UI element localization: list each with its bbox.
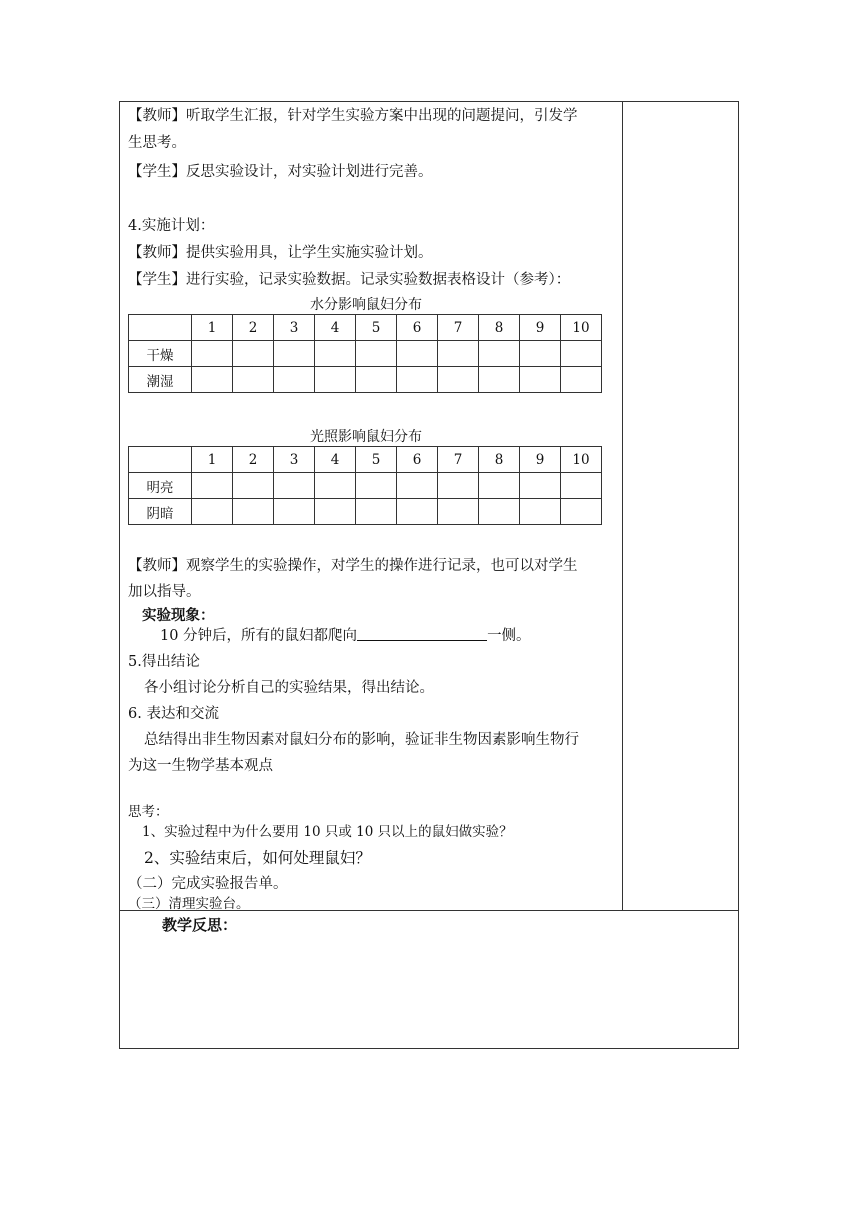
empty-cell — [274, 473, 315, 499]
teacher-observe-line-2: 加以指导。 — [128, 584, 201, 600]
phenomenon-text: 10 分钟后，所有的鼠妇都爬向 — [160, 628, 358, 644]
table-corner-cell — [129, 447, 192, 473]
empty-cell — [479, 499, 520, 525]
summary-line: 总结得出非生物因素对鼠妇分布的影响，验证非生物因素影响生物行 — [144, 732, 579, 748]
row-header: 明亮 — [129, 473, 192, 499]
empty-cell — [274, 367, 315, 393]
table-row — [129, 473, 602, 499]
empty-cell — [520, 473, 561, 499]
column-header: 3 — [274, 315, 315, 341]
column-header: 9 — [520, 447, 561, 473]
column-header: 10 — [561, 447, 602, 473]
empty-cell — [397, 473, 438, 499]
teacher-observe-line: 【教师】观察学生的实验操作，对学生的操作进行记录，也可以对学生 — [128, 558, 578, 574]
empty-cell — [315, 341, 356, 367]
empty-cell — [274, 499, 315, 525]
column-header: 4 — [315, 447, 356, 473]
teacher-question-line: 【教师】听取学生汇报，针对学生实验方案中出现的问题提问，引发学 — [128, 108, 578, 124]
table-header-row — [129, 315, 602, 341]
empty-cell — [192, 473, 233, 499]
empty-cell — [561, 499, 602, 525]
empty-cell — [274, 341, 315, 367]
empty-cell — [192, 367, 233, 393]
table1-caption: 水分影响鼠妇分布 — [310, 297, 422, 313]
table-row — [129, 499, 602, 525]
empty-cell — [438, 341, 479, 367]
column-divider — [622, 101, 623, 911]
phenomenon-heading: 实验现象： — [142, 607, 215, 624]
column-header: 5 — [356, 315, 397, 341]
empty-cell — [479, 341, 520, 367]
row-header: 干燥 — [129, 341, 192, 367]
empty-cell — [438, 499, 479, 525]
row-header: 潮湿 — [129, 367, 192, 393]
table-corner-cell — [129, 315, 192, 341]
table2-caption: 光照影响鼠妇分布 — [310, 429, 422, 445]
empty-cell — [520, 499, 561, 525]
moisture-table — [128, 314, 602, 393]
teacher-provide-line: 【教师】提供实验用具，让学生实施实验计划。 — [128, 245, 433, 261]
light-table — [128, 446, 602, 525]
empty-cell — [192, 499, 233, 525]
empty-cell — [356, 367, 397, 393]
empty-cell — [397, 499, 438, 525]
empty-cell — [479, 367, 520, 393]
teaching-reflection-label: 教学反思： — [162, 916, 238, 934]
empty-cell — [356, 341, 397, 367]
empty-cell — [315, 473, 356, 499]
column-header: 4 — [315, 315, 356, 341]
column-header: 8 — [479, 447, 520, 473]
empty-cell — [315, 499, 356, 525]
question-1: 1、实验过程中为什么要用 10 只或 10 只以上的鼠妇做实验？ — [142, 824, 513, 840]
empty-cell — [397, 341, 438, 367]
empty-cell — [397, 367, 438, 393]
phenomenon-line — [160, 624, 531, 645]
student-reflect-line: 【学生】反思实验设计，对实验计划进行完善。 — [128, 164, 433, 180]
empty-cell — [233, 367, 274, 393]
empty-cell — [479, 473, 520, 499]
report-line: （二）完成实验报告单。 — [128, 876, 288, 892]
column-header: 7 — [438, 315, 479, 341]
conclusion-line: 各小组讨论分析自己的实验结果，得出结论。 — [144, 680, 434, 696]
empty-cell — [356, 499, 397, 525]
empty-cell — [438, 367, 479, 393]
column-header: 5 — [356, 447, 397, 473]
empty-cell — [233, 499, 274, 525]
think-heading: 思考： — [128, 804, 169, 820]
empty-cell — [233, 341, 274, 367]
column-header: 2 — [233, 447, 274, 473]
empty-cell — [192, 341, 233, 367]
phenomenon-end: 一侧。 — [487, 628, 531, 644]
column-header: 1 — [192, 315, 233, 341]
teacher-question-line-2: 生思考。 — [128, 135, 186, 151]
step-5-heading: 5.得出结论 — [128, 654, 200, 670]
row-header: 阴暗 — [129, 499, 192, 525]
empty-cell — [438, 473, 479, 499]
column-header: 9 — [520, 315, 561, 341]
column-header: 6 — [397, 315, 438, 341]
column-header: 7 — [438, 447, 479, 473]
student-experiment-line: 【学生】进行实验，记录实验数据。记录实验数据表格设计（参考）： — [128, 272, 571, 288]
column-header: 3 — [274, 447, 315, 473]
column-header: 2 — [233, 315, 274, 341]
empty-cell — [561, 341, 602, 367]
cleanup-line: （三）清理实验台。 — [128, 896, 250, 912]
table-row — [129, 341, 602, 367]
column-header: 1 — [192, 447, 233, 473]
summary-line-2: 为这一生物学基本观点 — [128, 758, 273, 774]
question-2: 2、实验结束后，如何处理鼠妇？ — [144, 849, 371, 867]
column-header: 6 — [397, 447, 438, 473]
column-header: 8 — [479, 315, 520, 341]
empty-cell — [561, 367, 602, 393]
empty-cell — [233, 473, 274, 499]
fill-in-blank — [357, 626, 487, 641]
table-row — [129, 367, 602, 393]
step-6-heading: 6. 表达和交流 — [128, 706, 219, 722]
step-4-heading: 4.实施计划： — [128, 218, 215, 234]
table-header-row — [129, 447, 602, 473]
column-header: 10 — [561, 315, 602, 341]
empty-cell — [520, 367, 561, 393]
empty-cell — [561, 473, 602, 499]
empty-cell — [315, 367, 356, 393]
empty-cell — [520, 341, 561, 367]
empty-cell — [356, 473, 397, 499]
